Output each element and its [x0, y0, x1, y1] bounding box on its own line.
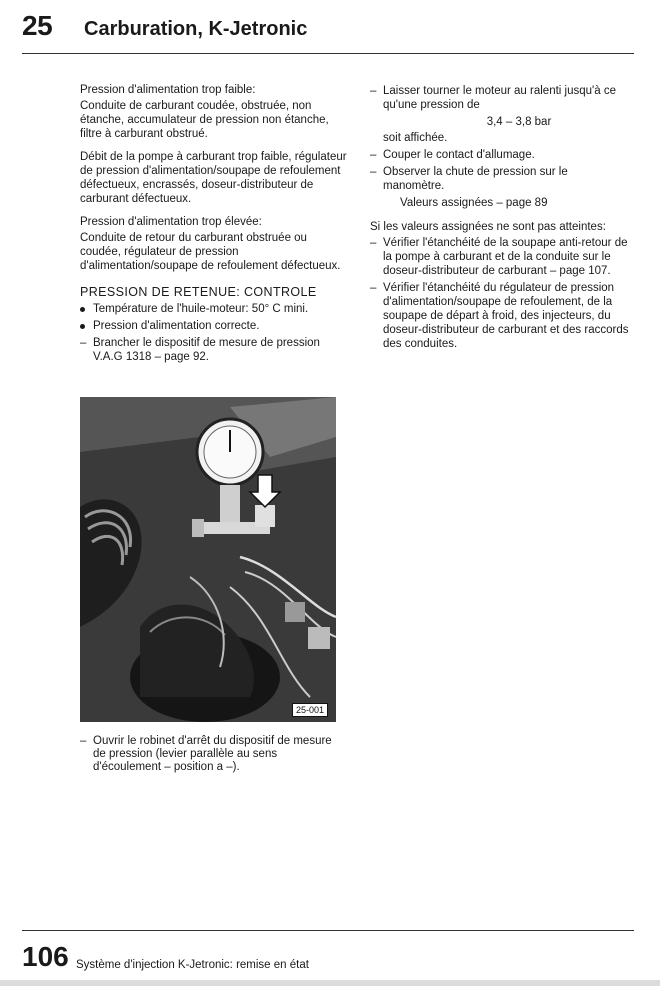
dash-mark: –: [370, 149, 377, 161]
list-item: [370, 165, 632, 193]
dash-mark: –: [370, 166, 377, 178]
procedure-steps: [370, 148, 632, 193]
dash-mark: –: [80, 337, 87, 349]
photo-caption: [80, 735, 342, 774]
list-item-text: Température de l'huile-moteur: 50° C mini.: [93, 303, 309, 315]
header-rule: [22, 53, 634, 54]
list-item-text: Laisser tourner le moteur au ralenti jusqu'à ce qu'une pression de: [383, 85, 616, 111]
list-item-text: Vérifier l'étanchéité du régulateur de pression d'alimentation/soupape de refoulement, de la soupape de départ à froid, des injecteurs, du doseur-distributeur de carburant et des raccords des conduites.: [383, 282, 629, 350]
engine-illustration: [80, 397, 336, 722]
caption-text: Ouvrir le robinet d'arrêt du dispositif de mesure de pression (levier parallèle au sens d'écoulement – position a –).: [93, 735, 332, 773]
chapter-number: 25: [22, 10, 53, 41]
low-pressure-text-2: Débit de la pompe à carburant trop faible, régulateur de pression d'alimentation/soupape de refoulement défectueux, encrassés, doseur-distributeur de carburant défectueux.: [80, 151, 347, 205]
bullet-icon: [80, 302, 85, 316]
dash-mark: –: [80, 735, 87, 747]
list-item-text: Vérifier l'étanchéité de la soupape anti-retour de la pompe à carburant et de la conduite sur le doseur-distributeur de carburant – page 107.: [383, 237, 628, 277]
list-item-text: Couper le contact d'allumage.: [383, 149, 535, 161]
footer-rule: [22, 930, 634, 931]
list-item: [80, 319, 348, 333]
not-reached-text: Si les valeurs assignées ne sont pas atteintes:: [370, 221, 606, 233]
chapter-title: Carburation, K-Jetronic: [84, 18, 308, 40]
list-item: [370, 148, 632, 162]
right-column: [370, 84, 632, 354]
footer-title: Système d'injection K-Jetronic: remise en état: [76, 959, 309, 971]
dash-mark: –: [370, 237, 377, 249]
high-pressure-text: Conduite de retour du carburant obstruée ou coudée, régulateur de pression d'alimentation/soupape de refoulement défectueux.: [80, 232, 341, 272]
pressure-value: 3,4 – 3,8 bar: [486, 116, 552, 128]
list-item-text: Pression d'alimentation correcte.: [93, 320, 260, 332]
low-pressure-text-1: Conduite de carburant coudée, obstruée, non étanche, accumulateur de pression non étanche, filtre à carburant obstrué.: [80, 100, 329, 140]
engine-photo: [80, 397, 336, 722]
page-edge: [0, 980, 660, 986]
verification-steps: [370, 236, 632, 351]
assigned-values-ref: Valeurs assignées – page 89: [400, 197, 548, 209]
displayed-text: soit affichée.: [383, 132, 448, 144]
section-title: PRESSION DE RETENUE: CONTROLE: [80, 285, 317, 299]
high-pressure-heading: Pression d'alimentation trop élevée:: [80, 216, 262, 228]
list-item: [370, 236, 632, 278]
list-item: [80, 302, 348, 316]
left-column: [80, 83, 348, 367]
list-item-text: Brancher le dispositif de mesure de pression V.A.G 1318 – page 92.: [93, 337, 320, 363]
list-item-text: Observer la chute de pression sur le manomètre.: [383, 166, 568, 192]
check-items: [80, 302, 348, 364]
photo-reference: 25-001: [292, 703, 328, 717]
dash-mark: –: [370, 282, 377, 294]
list-item: [370, 281, 632, 351]
list-item: [370, 84, 632, 112]
list-item: [80, 336, 348, 364]
procedure-steps: [370, 84, 632, 112]
low-pressure-heading: Pression d'alimentation trop faible:: [80, 84, 256, 96]
dash-mark: –: [370, 85, 377, 97]
page-header: [22, 10, 634, 54]
bullet-icon: [80, 319, 85, 333]
page-number: 106: [22, 941, 69, 972]
